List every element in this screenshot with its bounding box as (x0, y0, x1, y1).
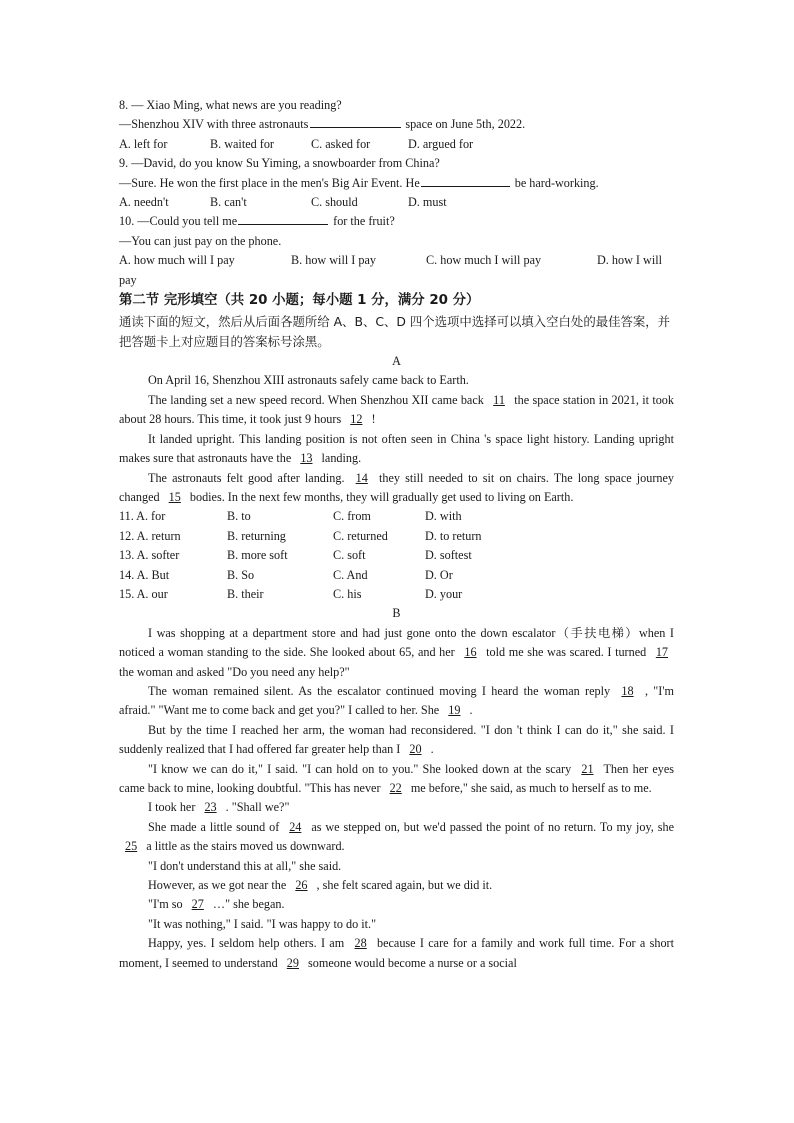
option-b: B. waited for (210, 136, 274, 151)
option-b: B. can't (210, 195, 247, 210)
passage-b-paragraph: I was shopping at a department store and had just gone onto the down escalator（手扶电梯）when I noticed a woman standing to the side. She looked about 65, and her 16 told me she was scared. I turned 17 the woman and asked "Do you need any help?" (119, 625, 674, 679)
passage-b-paragraph: But by the time I reached her arm, the woman had reconsidered. "I don 't think I can do it," she said. I suddenly realized that I had offered far greater help than I 20 . (119, 722, 674, 757)
blank-11: 11 (493, 392, 505, 407)
passage-b-paragraph: The woman remained silent. As the escalator continued moving I heard the woman reply 18 , "I'm afraid." "Want me to come back and get you?" I called to her. She 19 . (119, 683, 675, 718)
option-c: C. from (333, 509, 371, 524)
option-d: D. must (408, 195, 447, 210)
blank-18: 18 (621, 683, 634, 698)
option-d: D. Or (425, 567, 453, 582)
option-c: C. soft (333, 548, 366, 563)
question-11-options (119, 507, 674, 526)
blank-28: 28 (354, 936, 367, 951)
passage-b-paragraph: I took her 23 . "Shall we?" (148, 800, 290, 815)
option-b: B. more soft (227, 548, 288, 563)
question-10-options-overflow: pay (119, 272, 137, 287)
blank-13: 13 (300, 451, 313, 466)
option-c: C. asked for (311, 136, 371, 151)
answer-blank (421, 174, 510, 187)
option-c: C. returned (333, 528, 388, 543)
blank-25: 25 (125, 839, 138, 854)
passage-b-label: B (392, 606, 401, 621)
question-8-options (119, 135, 674, 154)
passage-a-label: A (392, 354, 401, 369)
option-a: 11. A. for (119, 509, 166, 524)
option-a: 12. A. return (119, 528, 181, 543)
question-9-options (119, 193, 674, 212)
option-b: B. returning (227, 528, 286, 543)
passage-b-paragraph: She made a little sound of 24 as we stepped on, but we'd passed the point of no return. To my joy, she 25 a little as the stairs moved us downward. (119, 818, 674, 857)
question-10-line2: —You can just pay on the phone. (119, 233, 282, 248)
blank-22: 22 (389, 781, 402, 795)
passage-b-paragraph: However, as we got near the 26 , she felt scared again, but we did it. (148, 878, 493, 893)
question-9-line2: —Sure. He won the first place in the men's Big Air Event. He be hard-working. (119, 175, 599, 190)
option-a: A. left for (119, 136, 168, 151)
question-10-options (119, 251, 674, 270)
blank-29: 29 (286, 955, 299, 970)
option-d: D. argued for (408, 136, 474, 151)
blank-27: 27 (191, 897, 204, 912)
option-c: C. how much I will pay (426, 253, 542, 268)
section-heading: 第二节 完形填空（共 20 小题；每小题 1 分，满分 20 分） (119, 293, 480, 309)
blank-23: 23 (204, 800, 217, 815)
blank-17: 17 (655, 645, 668, 660)
option-a: A. how much will I pay (119, 253, 235, 268)
option-d: D. softest (425, 548, 472, 563)
option-b: B. their (227, 586, 264, 601)
option-b: B. how will I pay (291, 253, 376, 268)
passage-b-paragraph: Happy, yes. I seldom help others. I am 28 because I care for a family and work full time. For a short moment, I seemed to understand 29 someone would become a nurse or a social (119, 936, 675, 970)
question-10-stem: 10. —Could you tell me for the fruit? (119, 214, 395, 229)
blank-14: 14 (355, 470, 368, 485)
question-8-line2: —Shenzhou XIV with three astronauts space on June 5th, 2022. (119, 117, 526, 132)
passage-a-paragraph: The landing set a new speed record. When Shenzhou XII came back 11 the space station in 2021, it took about 28 hours. This time, it took just 9 hours 12 ! (119, 392, 674, 427)
question-9-stem: 9. —David, do you know Su Yiming, a snowboarder from China? (119, 156, 440, 171)
blank-20: 20 (409, 742, 422, 757)
option-c: C. And (333, 567, 368, 582)
blank-24: 24 (289, 819, 302, 834)
question-14-options (119, 566, 674, 585)
answer-blank (238, 212, 328, 225)
passage-b-paragraph: "It was nothing," I said. "I was happy to do it." (148, 916, 377, 931)
option-a: 14. A. But (119, 567, 170, 582)
blank-26: 26 (295, 878, 308, 893)
option-b: B. So (227, 567, 255, 582)
passage-a-paragraph: The astronauts felt good after landing. 14 they still needed to sit on chairs. The long space journey changed 15 bodies. In the next few months, they will gradually get used to living on Earth. (119, 470, 674, 504)
blank-19: 19 (448, 703, 461, 718)
option-b: B. to (227, 509, 251, 524)
question-12-options (119, 527, 674, 546)
option-a: 13. A. softer (119, 548, 180, 563)
blank-21: 21 (581, 761, 594, 776)
option-a: 15. A. our (119, 586, 168, 601)
passage-b-paragraph: "I know we can do it," I said. "I can hold on to you." She looked down at the scary 21 Then her eyes came back to mine, looking doubtful. "This has never 22 me before," she said, as much to herself as to me. (119, 761, 675, 795)
question-13-options (119, 546, 674, 565)
blank-12: 12 (350, 412, 363, 427)
passage-b-paragraph: "I'm so 27 …" she began. (148, 897, 285, 912)
option-a: A. needn't (119, 195, 169, 210)
passage-a-paragraph: On April 16, Shenzhou XIII astronauts safely came back to Earth. (148, 373, 469, 388)
option-c: C. his (333, 586, 362, 601)
option-d: D. to return (425, 528, 482, 543)
exam-page (119, 96, 674, 973)
option-d: D. how I will (597, 253, 662, 268)
passage-a-paragraph: It landed upright. This landing position is not often seen in China 's space light history. Landing upright makes sure that astronauts have the 13 landing. (119, 431, 674, 466)
option-d: D. with (425, 509, 462, 524)
blank-16: 16 (464, 645, 477, 660)
section-instructions: 通读下面的短文，然后从后面各题所给 A、B、C、D 四个选项中选择可以填入空白处的最佳答案，并把答题卡上对应题目的答案标号涂黑。 (119, 314, 671, 350)
blank-15: 15 (168, 489, 181, 504)
answer-blank (310, 115, 401, 128)
option-d: D. your (425, 586, 463, 601)
option-c: C. should (311, 195, 358, 210)
question-15-options (119, 585, 674, 604)
passage-b-paragraph: "I don't understand this at all," she said. (148, 858, 342, 873)
question-8-stem: 8. — Xiao Ming, what news are you reading? (119, 98, 342, 112)
